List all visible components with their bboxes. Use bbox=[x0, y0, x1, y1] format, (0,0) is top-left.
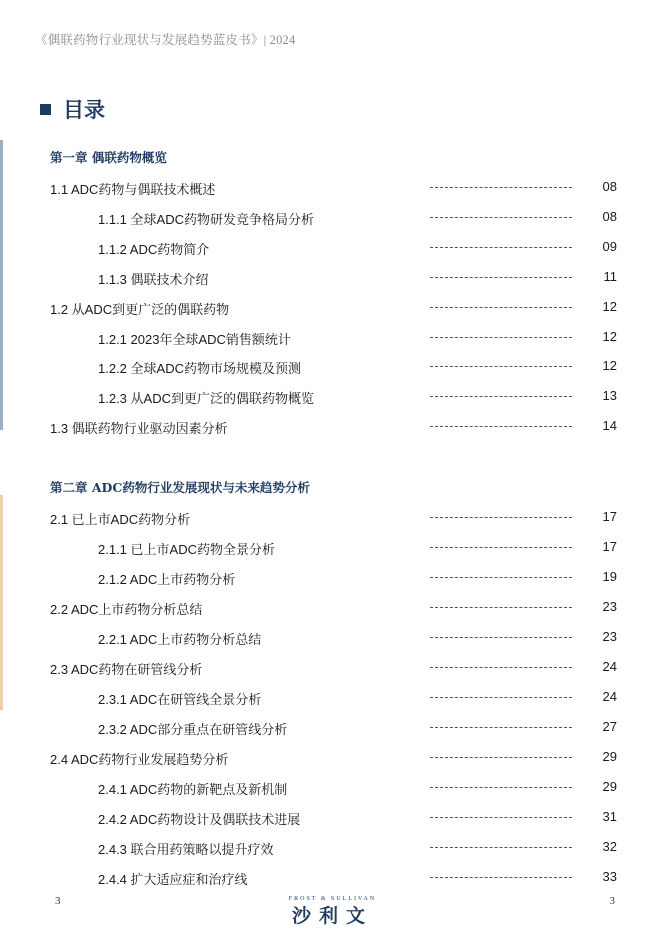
square-bullet-icon bbox=[40, 104, 51, 115]
toc-entry-page: 24 bbox=[602, 689, 617, 704]
toc-entry-label: 1.2 从ADC到更广泛的偶联药物 bbox=[50, 301, 230, 317]
toc-entry-page: 33 bbox=[602, 869, 617, 884]
toc-entry-page: 12 bbox=[602, 358, 617, 374]
toc-entry-label: 1.2.3 从ADC到更广泛的偶联药物概览 bbox=[98, 391, 314, 407]
toc-entry-label: 2.3 ADC药物在研管线分析 bbox=[50, 662, 203, 677]
toc-entry-label: 2.4.1 ADC药物的新靶点及新机制 bbox=[98, 782, 288, 797]
toc-entry-page: 29 bbox=[602, 749, 617, 764]
dotted-leader bbox=[430, 577, 572, 578]
toc-entry[interactable] bbox=[0, 269, 665, 287]
dotted-leader bbox=[430, 787, 572, 788]
toc-entry-label: 2.1 已上市ADC药物分析 bbox=[50, 512, 191, 527]
dotted-leader bbox=[430, 307, 572, 308]
toc-entry-label: 2.2.1 ADC上市药物分析总结 bbox=[98, 632, 262, 647]
toc-entry-page: 17 bbox=[602, 539, 617, 554]
toc-entry[interactable] bbox=[0, 509, 665, 527]
dotted-leader bbox=[430, 697, 572, 698]
dotted-leader bbox=[430, 187, 572, 188]
toc-entry[interactable] bbox=[0, 629, 665, 647]
toc-entry-label: 2.4.3 联合用药策略以提升疗效 bbox=[98, 842, 274, 857]
toc-entry[interactable] bbox=[0, 539, 665, 557]
toc-entry-label: 1.1.1 全球ADC药物研发竞争格局分析 bbox=[98, 211, 314, 227]
dotted-leader bbox=[430, 247, 572, 248]
toc-entry[interactable] bbox=[0, 809, 665, 827]
dotted-leader bbox=[430, 817, 572, 818]
dotted-leader bbox=[430, 727, 572, 728]
toc-entry-page: 11 bbox=[603, 268, 617, 284]
toc-entry-page: 19 bbox=[602, 569, 617, 584]
toc-entry-label: 2.2 ADC上市药物分析总结 bbox=[50, 602, 203, 617]
toc-entry[interactable] bbox=[0, 388, 665, 406]
toc-entry[interactable] bbox=[0, 599, 665, 617]
toc-entry-label: 2.4.2 ADC药物设计及偶联技术进展 bbox=[98, 812, 301, 827]
dotted-leader bbox=[430, 877, 572, 878]
toc-entry[interactable] bbox=[0, 839, 665, 857]
toc-entry-page: 08 bbox=[602, 208, 617, 224]
document-header: 《偶联药物行业现状与发展趋势蓝皮书》| 2024 bbox=[35, 33, 296, 47]
toc-entry-page: 12 bbox=[602, 328, 617, 344]
dotted-leader bbox=[430, 396, 572, 397]
dotted-leader bbox=[430, 337, 572, 338]
toc-entry-label: 2.4 ADC药物行业发展趋势分析 bbox=[50, 752, 229, 767]
toc-entry-page: 29 bbox=[602, 779, 617, 794]
page-number-left: 3 bbox=[55, 895, 61, 907]
chapter-title: 第二章 ADC药物行业发展现状与未来趋势分析 bbox=[50, 480, 310, 495]
toc-heading-text: 目录 bbox=[63, 97, 105, 122]
page-number-right: 3 bbox=[609, 895, 615, 907]
frost-sullivan-logo bbox=[0, 896, 665, 928]
toc-entry[interactable] bbox=[0, 689, 665, 707]
toc-entry[interactable] bbox=[0, 418, 665, 436]
toc-entry-page: 17 bbox=[602, 509, 617, 524]
toc-entry-page: 12 bbox=[602, 298, 617, 314]
toc-entry-label: 1.2.2 全球ADC药物市场规模及预测 bbox=[98, 361, 301, 377]
dotted-leader bbox=[430, 517, 572, 518]
toc-entry-label: 2.1.2 ADC上市药物分析 bbox=[98, 572, 236, 587]
toc-entry-label: 2.1.1 已上市ADC药物全景分析 bbox=[98, 542, 275, 557]
toc-entry-label: 2.3.2 ADC部分重点在研管线分析 bbox=[98, 722, 288, 737]
dotted-leader bbox=[430, 847, 572, 848]
toc-entry[interactable] bbox=[0, 329, 665, 347]
toc-entry[interactable] bbox=[0, 719, 665, 737]
dotted-leader bbox=[430, 757, 572, 758]
toc-entry-label: 2.4.4 扩大适应症和治疗线 bbox=[98, 872, 248, 887]
dotted-leader bbox=[430, 607, 572, 608]
toc-entry-page: 14 bbox=[602, 418, 617, 434]
toc-entry[interactable] bbox=[0, 358, 665, 376]
toc-entry-label: 1.3 偶联药物行业驱动因素分析 bbox=[50, 421, 228, 437]
toc-entry-page: 13 bbox=[602, 388, 617, 404]
dotted-leader bbox=[430, 667, 572, 668]
dotted-leader bbox=[430, 426, 572, 427]
toc-entry-label: 1.1 ADC药物与偶联技术概述 bbox=[50, 182, 216, 197]
toc-entry-label: 1.2.1 2023年全球ADC销售额统计 bbox=[98, 331, 291, 347]
toc-entry[interactable] bbox=[0, 569, 665, 587]
dotted-leader bbox=[430, 637, 572, 638]
logo-english-text: FROST & SULLIVAN bbox=[288, 896, 377, 902]
toc-entry[interactable] bbox=[0, 779, 665, 797]
chapter-title: 第一章 偶联药物概览 bbox=[50, 150, 167, 165]
dotted-leader bbox=[430, 366, 572, 367]
toc-heading bbox=[40, 94, 105, 124]
toc-entry[interactable] bbox=[0, 749, 665, 767]
toc-entry[interactable] bbox=[0, 209, 665, 227]
toc-entry-page: 23 bbox=[602, 599, 617, 614]
toc-entry-page: 09 bbox=[602, 238, 617, 254]
toc-entry-label: 2.3.1 ADC在研管线全景分析 bbox=[98, 692, 262, 707]
toc-entry-page: 32 bbox=[602, 839, 617, 854]
toc-entry[interactable] bbox=[0, 299, 665, 317]
logo-chinese-text: 沙利文 bbox=[291, 905, 373, 927]
toc-entry-page: 24 bbox=[602, 659, 617, 674]
toc-entry[interactable] bbox=[0, 869, 665, 887]
toc-entry[interactable] bbox=[0, 179, 665, 197]
toc-entry-label: 1.1.2 ADC药物简介 bbox=[98, 241, 210, 257]
dotted-leader bbox=[430, 547, 572, 548]
toc-entry[interactable] bbox=[0, 239, 665, 257]
toc-entry-page: 23 bbox=[602, 629, 617, 644]
dotted-leader bbox=[430, 277, 572, 278]
toc-entry-page: 31 bbox=[602, 809, 617, 824]
toc-entry-label: 1.1.3 偶联技术介绍 bbox=[98, 271, 209, 287]
toc-entry-page: 08 bbox=[602, 179, 617, 194]
toc-entry-page: 27 bbox=[602, 719, 617, 734]
dotted-leader bbox=[430, 217, 572, 218]
toc-entry[interactable] bbox=[0, 659, 665, 677]
